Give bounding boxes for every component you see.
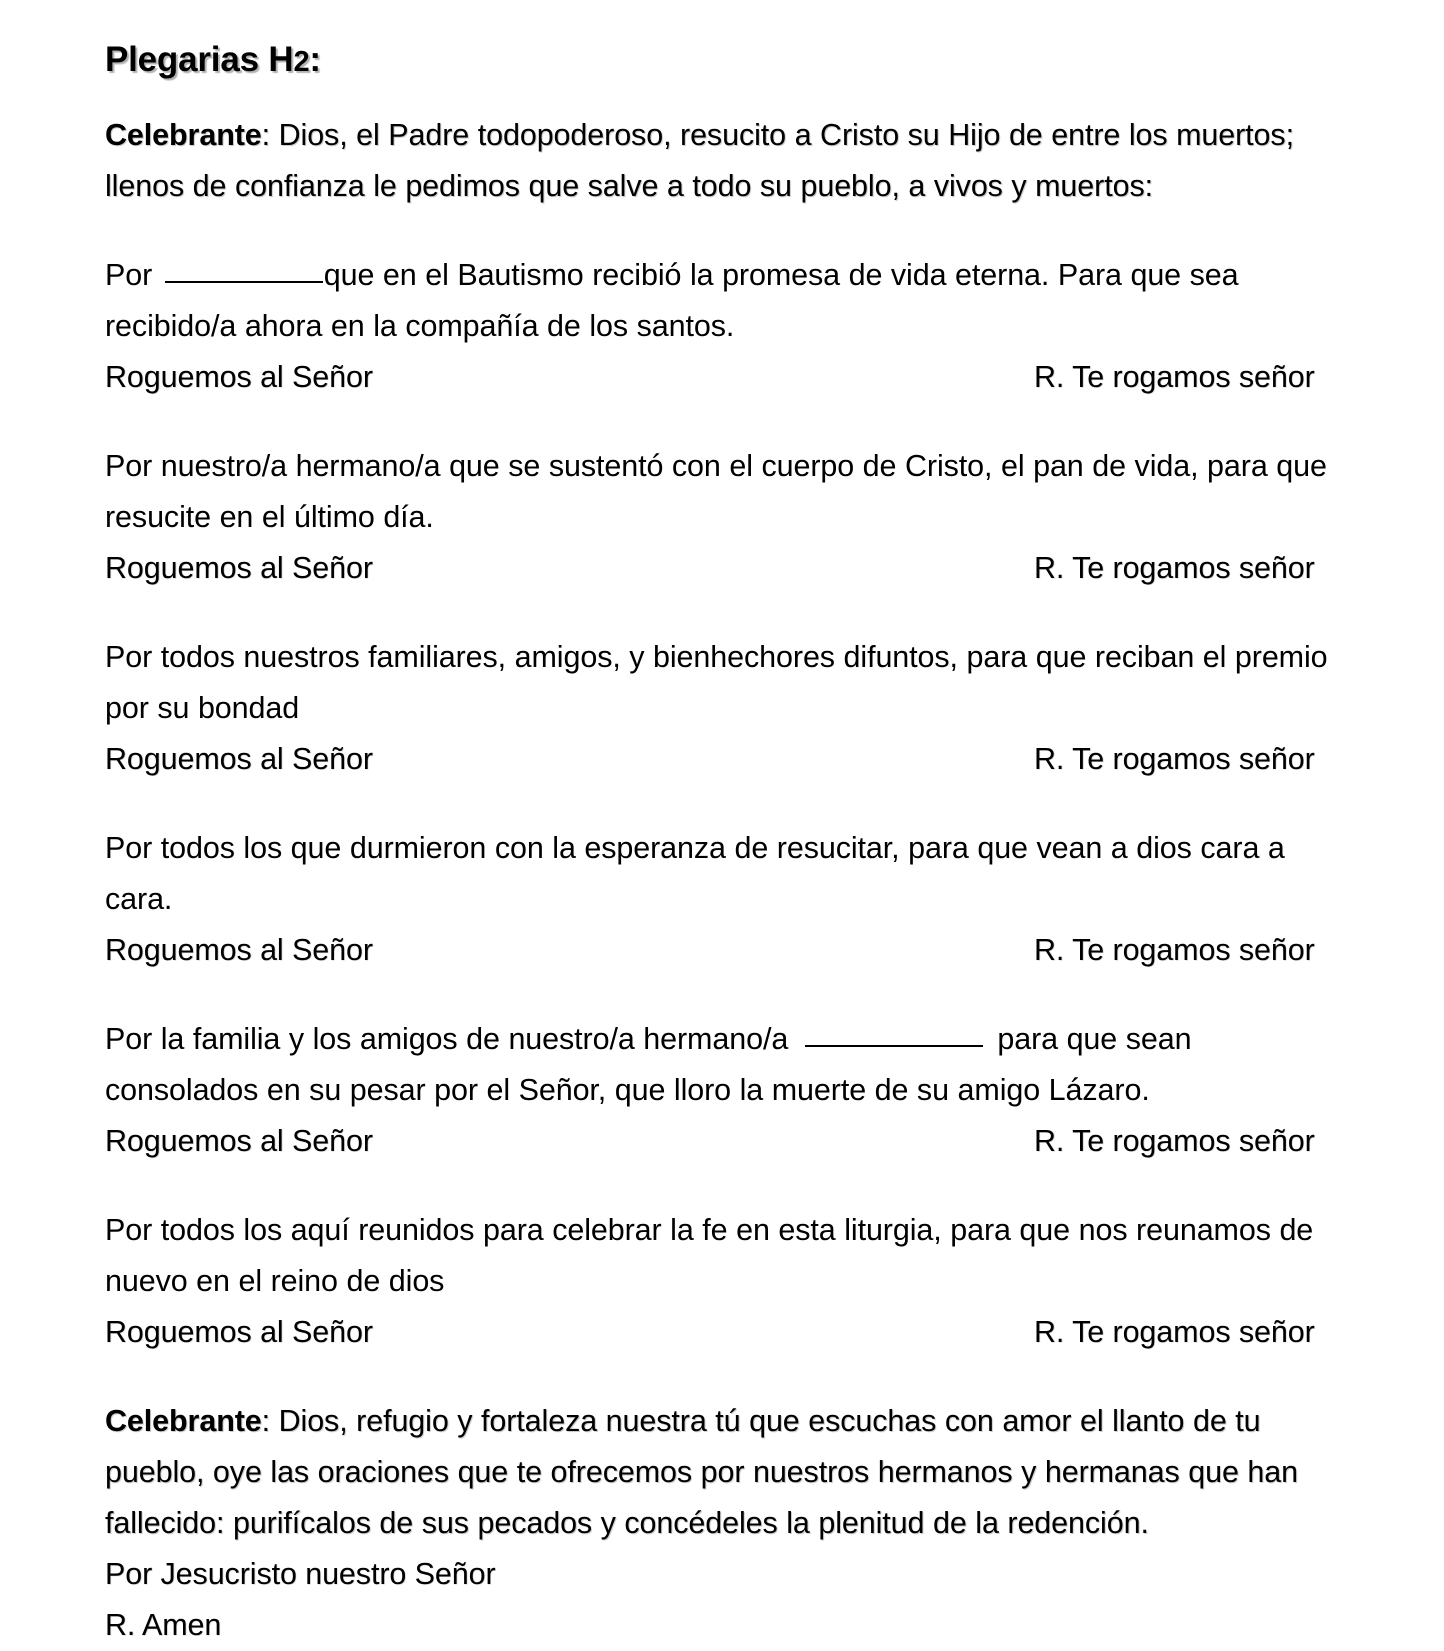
intro-block bbox=[105, 110, 1334, 212]
response-text-3: R. Te rogamos señor bbox=[1034, 742, 1315, 776]
closing-amen-line: R. Amen bbox=[105, 1608, 222, 1642]
call-text-5: Roguemos al Señor bbox=[105, 1124, 373, 1158]
response-text-1: R. Te rogamos señor bbox=[1034, 360, 1315, 394]
petition-text-5-after: para que sean consolados en su pesar por el Señor, que lloro la muerte de su amigo Lázaro. bbox=[105, 1022, 1192, 1107]
petition-text-5-before: Por la familia y los amigos de nuestro/a hermano/a bbox=[105, 1022, 797, 1056]
closing-through-christ-line: Por Jesucristo nuestro Señor bbox=[105, 1557, 496, 1591]
call-text-2: Roguemos al Señor bbox=[105, 551, 373, 585]
petition-block-3 bbox=[105, 632, 1334, 785]
call-text-1: Roguemos al Señor bbox=[105, 360, 373, 394]
closing-block bbox=[105, 1396, 1334, 1651]
petition-block-2 bbox=[105, 441, 1334, 594]
petition-text-6 bbox=[105, 1205, 1334, 1307]
fill-in-blank-1[interactable] bbox=[165, 281, 323, 283]
petition-text-3 bbox=[105, 632, 1334, 734]
speaker-label-celebrante: Celebrante bbox=[105, 118, 262, 152]
petition-block-5 bbox=[105, 1014, 1334, 1167]
page-title bbox=[105, 34, 1334, 88]
petition-text-1 bbox=[105, 250, 1334, 352]
call-text-3: Roguemos al Señor bbox=[105, 742, 373, 776]
petition-text-6-before: Por todos los aquí reunidos para celebrar la fe en esta liturgia, para que nos reunamos de nuevo en el reino de dios bbox=[105, 1213, 1314, 1298]
response-row-1 bbox=[105, 352, 1334, 403]
petition-text-2-before: Por nuestro/a hermano/a que se sustentó con el cuerpo de Cristo, el pan de vida, para que resucite en el último día. bbox=[105, 449, 1327, 534]
fill-in-blank-2[interactable] bbox=[805, 1045, 983, 1047]
petition-block-1 bbox=[105, 250, 1334, 403]
response-text-2: R. Te rogamos señor bbox=[1034, 551, 1315, 585]
response-row-4 bbox=[105, 925, 1334, 976]
response-text-5: R. Te rogamos señor bbox=[1034, 1124, 1315, 1158]
response-text-4: R. Te rogamos señor bbox=[1034, 933, 1315, 967]
petition-text-3-before: Por todos nuestros familiares, amigos, y bienhechores difuntos, para que reciban el premio por su bondad bbox=[105, 640, 1328, 725]
petition-text-2 bbox=[105, 441, 1334, 543]
response-text-6: R. Te rogamos señor bbox=[1034, 1315, 1315, 1349]
response-row-3 bbox=[105, 734, 1334, 785]
closing-paragraph bbox=[105, 1396, 1334, 1549]
page-title-suffix: : bbox=[309, 40, 321, 79]
call-text-4: Roguemos al Señor bbox=[105, 933, 373, 967]
response-row-2 bbox=[105, 543, 1334, 594]
response-row-6 bbox=[105, 1307, 1334, 1358]
closing-body: : Dios, refugio y fortaleza nuestra tú que escuchas con amor el llanto de tu pueblo, oye las oraciones que te ofrecemos por nuestros hermanos y hermanas que han fallecido: purifícalos de sus pecados y concédeles la plenitud de la redención. bbox=[105, 1404, 1298, 1540]
intro-paragraph bbox=[105, 110, 1334, 212]
petition-block-6 bbox=[105, 1205, 1334, 1358]
petition-text-1-before: Por bbox=[105, 258, 161, 292]
petition-text-1-after: que en el Bautismo recibió la promesa de vida eterna. Para que sea recibido/a ahora en la compañía de los santos. bbox=[105, 258, 1239, 343]
intro-body: : Dios, el Padre todopoderoso, resucito a Cristo su Hijo de entre los muertos; llenos de confianza le pedimos que salve a todo su pueblo, a vivos y muertos: bbox=[105, 118, 1294, 203]
petition-text-4-before: Por todos los que durmieron con la esperanza de resucitar, para que vean a dios cara a cara. bbox=[105, 831, 1285, 916]
petition-block-4 bbox=[105, 823, 1334, 976]
petition-text-5 bbox=[105, 1014, 1334, 1116]
speaker-label-celebrante-closing: Celebrante bbox=[105, 1404, 262, 1438]
response-row-5 bbox=[105, 1116, 1334, 1167]
page-title-numeral: 2 bbox=[293, 46, 310, 78]
page-title-text: Plegarias H bbox=[105, 40, 294, 79]
call-text-6: Roguemos al Señor bbox=[105, 1315, 373, 1349]
petition-text-4 bbox=[105, 823, 1334, 925]
